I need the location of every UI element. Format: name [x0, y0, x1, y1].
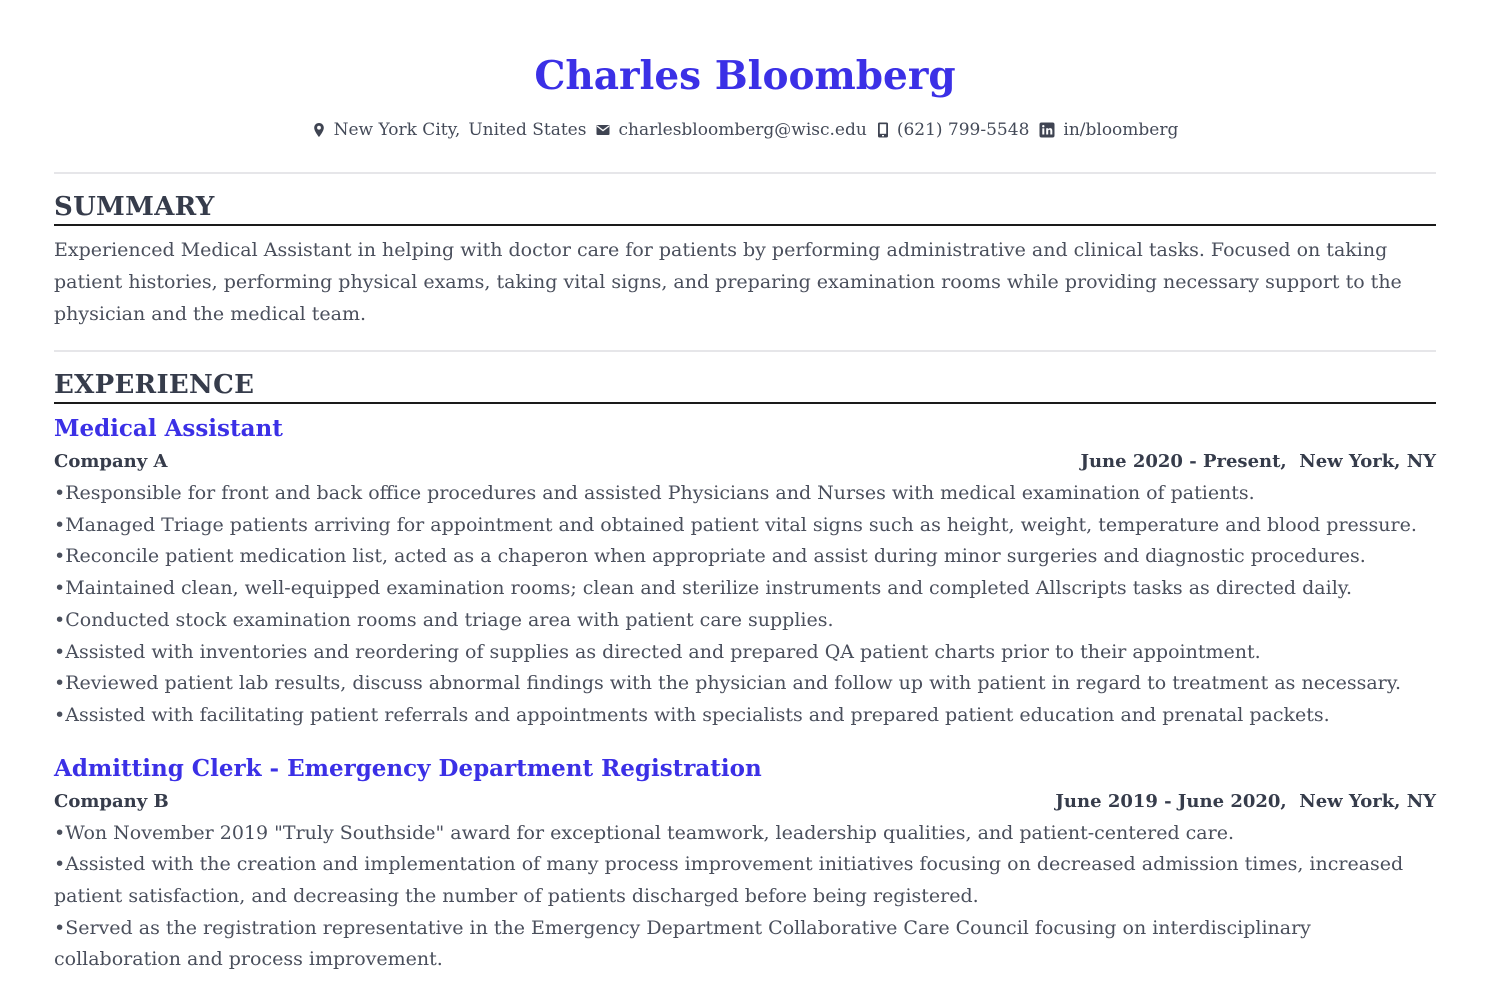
list-item: • Served as the registration representative in the Emergency Department Collaborative Care Council focusing on interdisciplinary collaboration and process improvement.	[54, 913, 1436, 976]
linkedin-icon	[1039, 122, 1055, 138]
list-item: • Assisted with facilitating patient referrals and appointments with specialists and prepared patient education and prenatal packets.	[54, 700, 1436, 732]
company-name: Company B	[54, 790, 169, 812]
contact-email-text[interactable]: charlesbloomberg@wisc.edu	[618, 120, 867, 140]
list-item: • Assisted with the creation and implementation of many process improvement initiatives focusing on decreased admission times, increased patient satisfaction, and decreasing the number of patients discharged before being registered.	[54, 849, 1436, 912]
list-item: • Assisted with inventories and reordering of supplies as directed and prepared QA patient charts prior to their appointment.	[54, 637, 1436, 669]
contact-phone-text[interactable]: (621) 799-5548	[896, 120, 1030, 140]
summary-heading: SUMMARY	[54, 190, 1436, 226]
resume-page	[54, 0, 1436, 976]
job-dates-location	[1080, 450, 1436, 474]
contact-country: United States	[468, 120, 587, 140]
summary-text: Experienced Medical Assistant in helping with doctor care for patients by performing administrative and clinical tasks. Focused on taking patient histories, performing physical exams, taking vital signs, and preparing examination rooms while providing necessary support to the physician and the medical team.	[54, 239, 1402, 325]
job-location: New York, NY	[1299, 451, 1436, 472]
contact-location	[312, 118, 587, 142]
contact-linkedin-text[interactable]: in/bloomberg	[1063, 120, 1179, 140]
phone-icon	[877, 122, 889, 138]
list-item: • Reviewed patient lab results, discuss abnormal findings with the physician and follow up with patient in regard to treatment as necessary.	[54, 668, 1436, 700]
company-name: Company A	[54, 451, 168, 472]
contact-city: New York City,	[333, 120, 461, 140]
contact-linkedin[interactable]	[1039, 118, 1178, 142]
job-meta	[54, 446, 1436, 474]
job-title: Medical Assistant	[54, 415, 283, 442]
job-dates: June 2019 - June 2020,	[1055, 790, 1287, 812]
contact-bar	[54, 118, 1436, 142]
candidate-name: Charles Bloomberg	[534, 53, 956, 99]
contact-email[interactable]	[596, 118, 866, 142]
list-item: • Responsible for front and back office procedures and assisted Physicians and Nurses with medical examination of patients.	[54, 478, 1436, 510]
list-item: • Maintained clean, well-equipped examination rooms; clean and sterilize instruments and completed Allscripts tasks as directed daily.	[54, 573, 1436, 605]
job-bullets	[54, 478, 1436, 732]
job-meta	[54, 786, 1436, 814]
job-bullets	[54, 818, 1436, 977]
list-item: • Managed Triage patients arriving for appointment and obtained patient vital signs such as height, weight, temperature and blood pressure.	[54, 510, 1436, 542]
summary-divider	[54, 350, 1436, 352]
header-divider	[54, 172, 1436, 174]
contact-phone[interactable]	[877, 118, 1030, 142]
experience-heading: EXPERIENCE	[54, 368, 1436, 404]
location-pin-icon	[312, 122, 326, 138]
job-title: Admitting Clerk - Emergency Department Registration	[54, 754, 762, 782]
envelope-icon	[596, 124, 610, 136]
list-item: • Won November 2019 "Truly Southside" award for exceptional teamwork, leadership qualities, and patient-centered care.	[54, 818, 1436, 850]
list-item: • Reconcile patient medication list, acted as a chaperon when appropriate and assist during minor surgeries and diagnostic procedures.	[54, 541, 1436, 573]
job-location: New York, NY	[1299, 790, 1436, 812]
job-dates: June 2020 - Present,	[1080, 451, 1287, 472]
job-dates-location	[1055, 790, 1436, 814]
job-entry-1	[54, 412, 1436, 732]
list-item: • Conducted stock examination rooms and triage area with patient care supplies.	[54, 605, 1436, 637]
job-entry-2	[54, 752, 1436, 977]
